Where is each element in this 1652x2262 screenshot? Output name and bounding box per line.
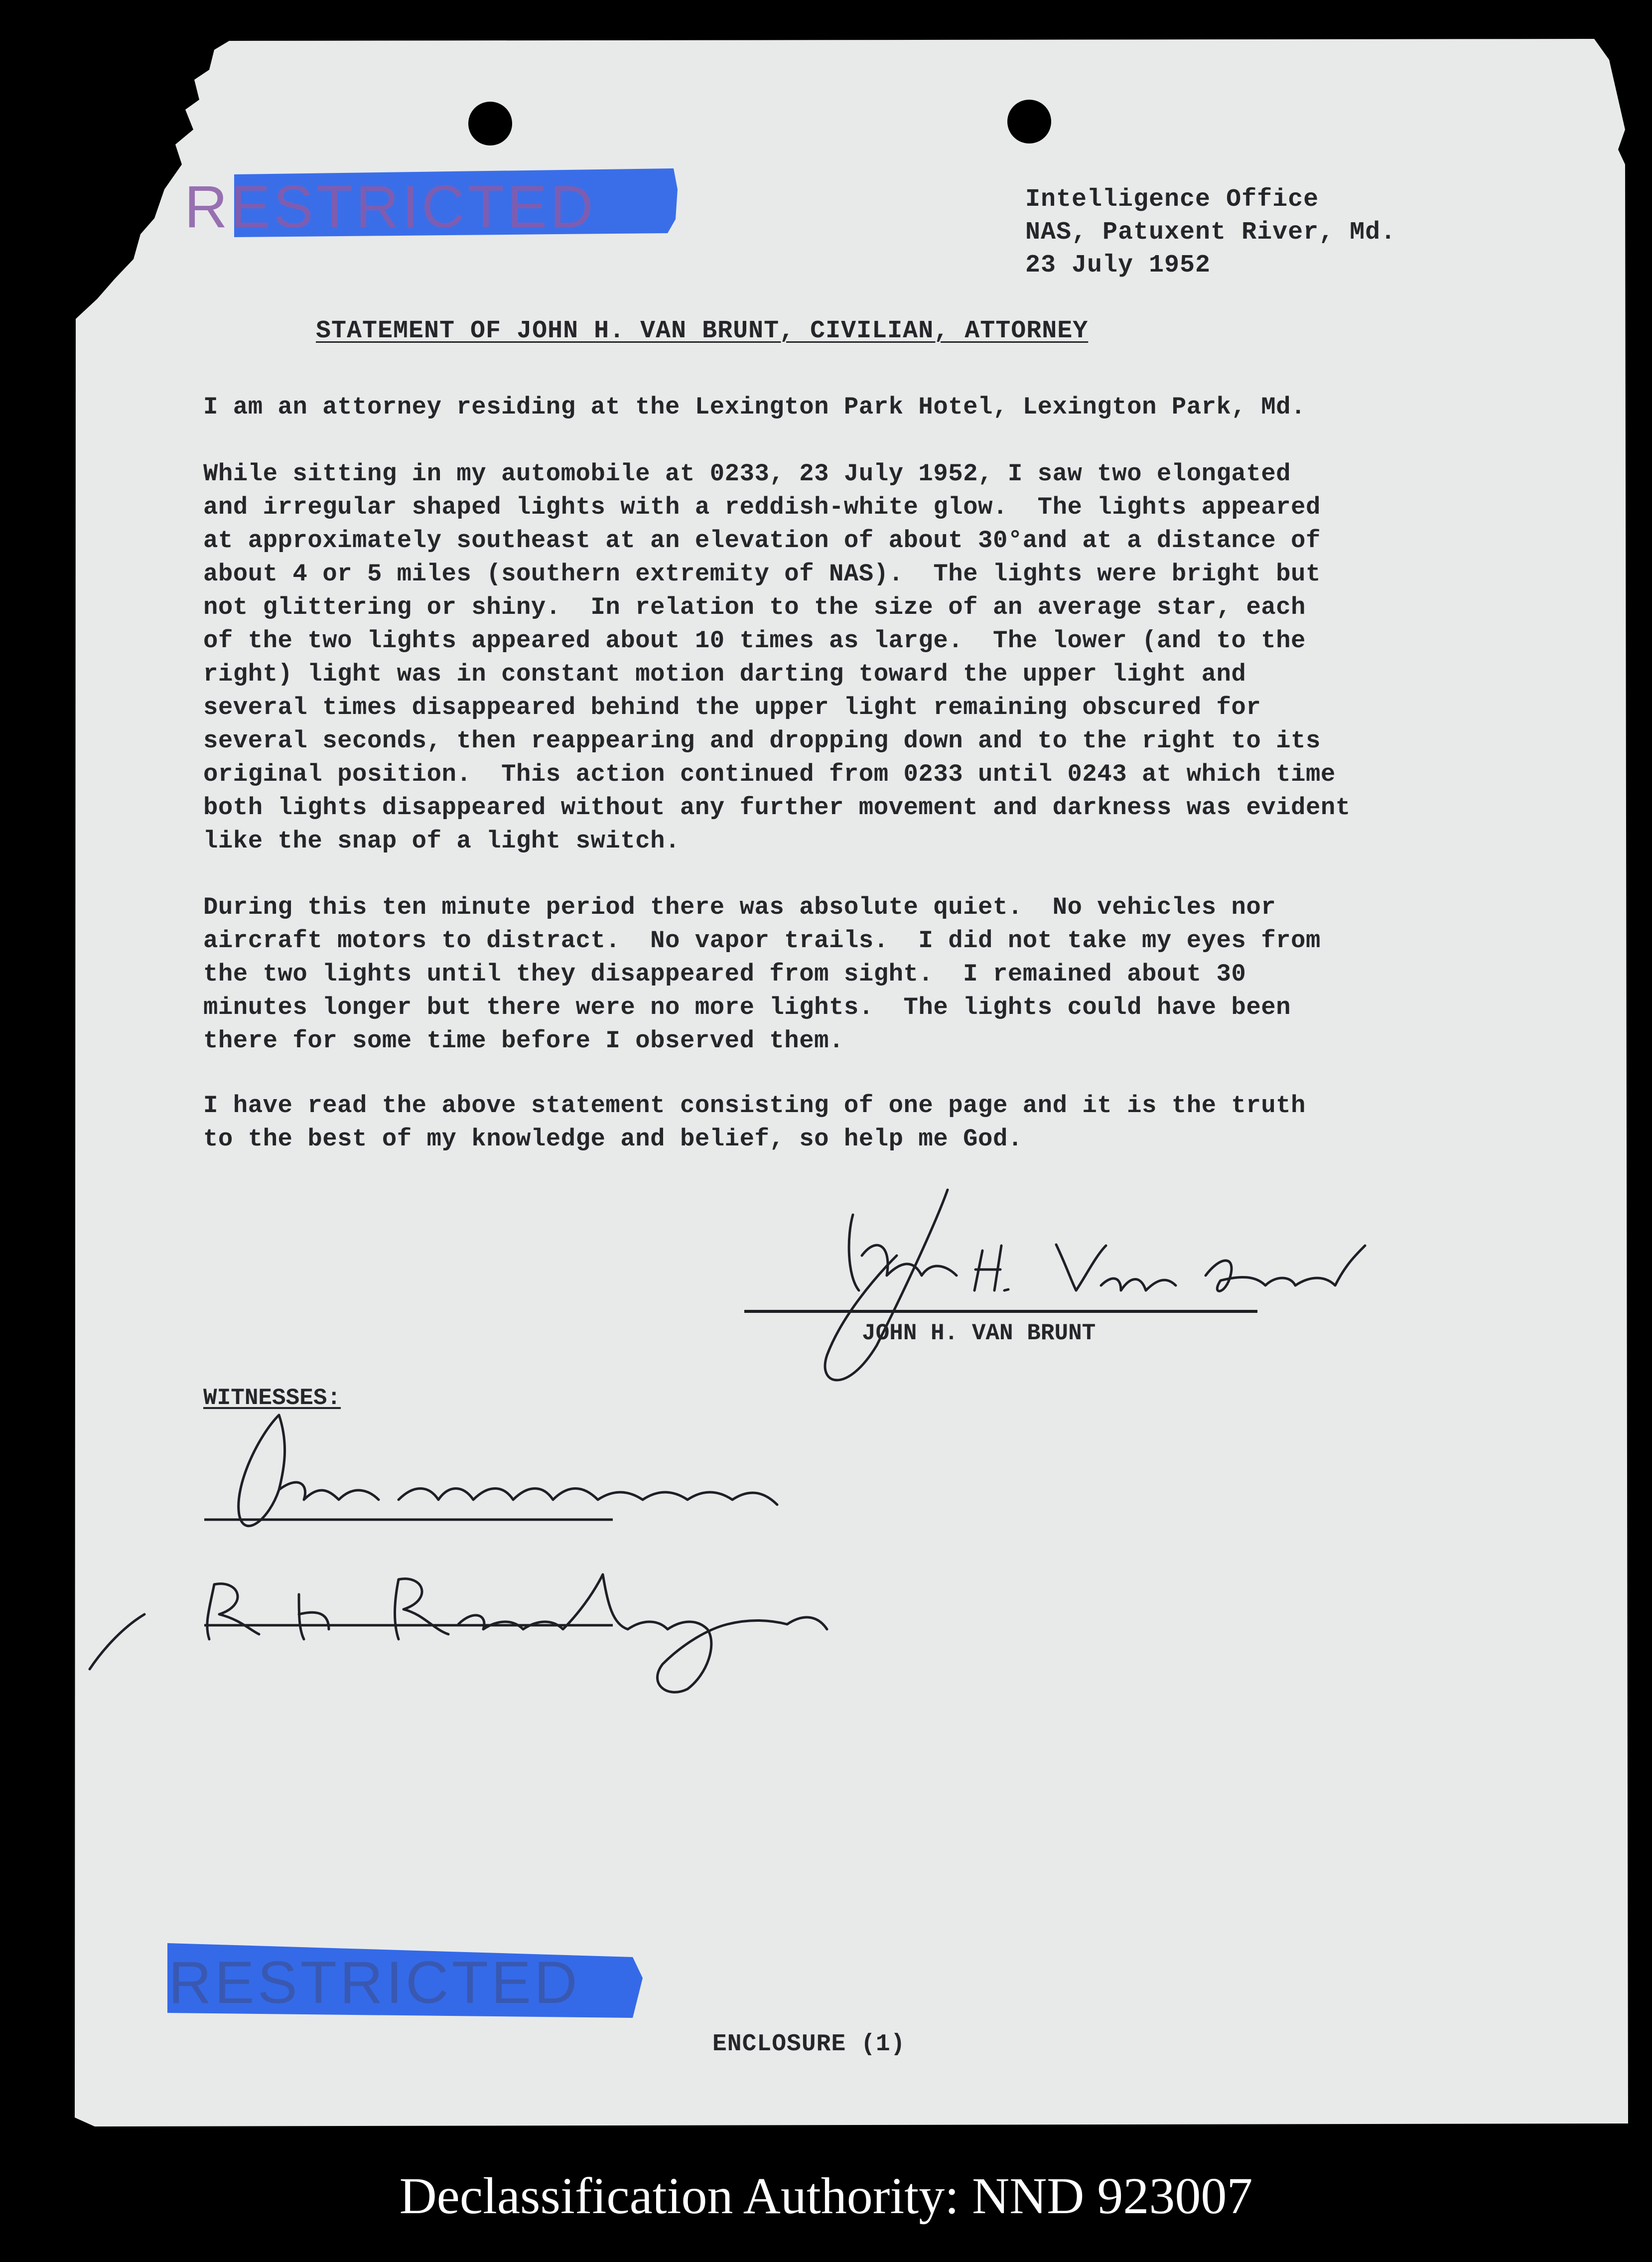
paragraph-4: I have read the above statement consisting of one page and it is the truth to the best of my knowledge and belief, so help me God. — [203, 1092, 1306, 1153]
witnesses-label: WITNESSES: — [203, 1385, 341, 1411]
header-date: 23 July 1952 — [1025, 251, 1211, 280]
punch-hole-left — [468, 102, 512, 145]
paper-outline — [75, 39, 1628, 2126]
restricted-stamp-bottom: RESTRICTED — [168, 1949, 580, 2016]
paragraph-1: I am an attorney residing at the Lexington Park Hotel, Lexington Park, Md. — [203, 393, 1306, 421]
restricted-stamp-top: RESTRICTED — [184, 173, 596, 240]
declassification-caption: Declassification Authority: NND 923007 — [399, 2167, 1253, 2225]
header-office: Intelligence Office — [1025, 185, 1319, 214]
signature-name: JOHN H. VAN BRUNT — [862, 1320, 1096, 1346]
document-title: STATEMENT OF JOHN H. VAN BRUNT, CIVILIAN, ATTORNEY — [316, 317, 1089, 345]
punch-hole-right — [1007, 100, 1051, 143]
paragraph-3: During this ten minute period there was absolute quiet. No vehicles nor aircraft motors to distract. No vapor trails. I did not take my eyes from the two lights until they disappeared from sight. I remained about 30 minutes longer but there were no more lights. The lights could have been there for some time before I observed them. — [203, 893, 1321, 1055]
enclosure-label: ENCLOSURE (1) — [712, 2031, 906, 2058]
paragraph-2: While sitting in my automobile at 0233, 23 July 1952, I saw two elongated and irregular shaped lights with a reddish-white glow. The lights appeared at approximately southeast at an elevation of about 30°and at a distance of about 4 or 5 miles (southern extremity of NAS). The lights were bright but not glittering or shiny. In relation to the size of an average star, each of the two lights appeared about 10 times as large. The lower (and to the right) light was in constant motion darting toward the upper light and several times disappeared behind the upper light remaining obscured for several seconds, then reappearing and dropping down and to the right to its original position. This action continued from 0233 until 0243 at which time both lights disappeared without any further movement and darkness was evident like the snap of a light switch. — [203, 460, 1351, 855]
header-location: NAS, Patuxent River, Md. — [1025, 218, 1396, 247]
